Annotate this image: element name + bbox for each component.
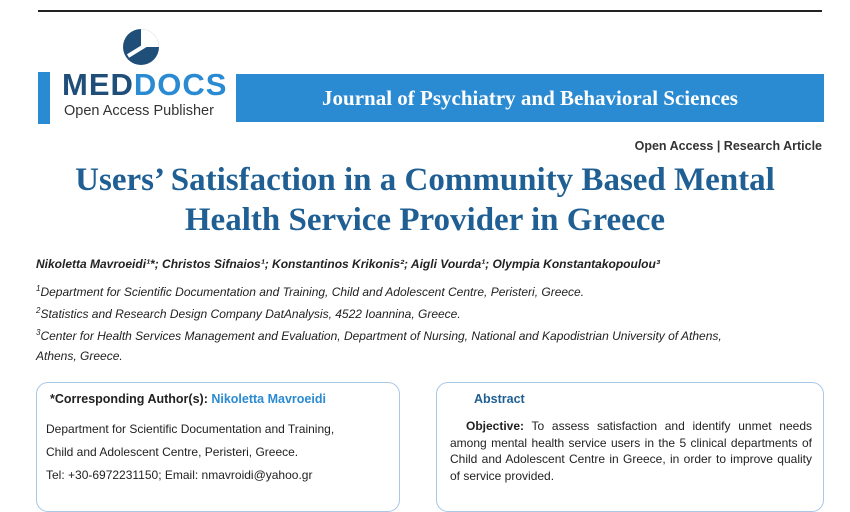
journal-banner [236, 74, 824, 122]
objective-label: Objective: [466, 419, 525, 433]
publisher-tagline: Open Access Publisher [64, 103, 214, 119]
article-title-line2: Health Service Provider in Greece [184, 202, 666, 238]
publisher-logo [62, 68, 227, 120]
logo-accent-bar [38, 72, 50, 124]
affiliation-sup: 2 [36, 306, 41, 315]
top-rule [38, 10, 822, 12]
corresponding-author-details [46, 418, 396, 487]
article-title [20, 160, 830, 240]
article-type-label: Open Access | Research Article [634, 139, 822, 153]
corresponding-address-line2: Child and Adolescent Centre, Peristeri, Greece. [46, 445, 299, 459]
affiliation-sup: 3 [36, 328, 41, 337]
affiliation-sup: 1 [36, 284, 41, 293]
meddocs-logo-icon [120, 26, 162, 68]
corresponding-author-name: Nikoletta Mavroeidi [211, 392, 326, 406]
corresponding-author-heading [50, 392, 326, 406]
abstract-objective [450, 418, 812, 484]
affiliation-text: Department for Scientific Documentation and Training, Child and Adolescent Centre, Peristeri, Greece. [40, 285, 585, 299]
affiliation-text: Athens, Greece. [36, 349, 123, 363]
abstract-heading: Abstract [474, 392, 525, 406]
publisher-name-docs: DOCS [133, 67, 228, 102]
objective-text: To assess satisfaction and identify unmet needs among mental health service users in the 5 clinical departments of Child and Adolescent Centre in Greece, in order to improve quality of service provided. [450, 419, 812, 483]
affiliation-text: Statistics and Research Design Company DatAnalysis, 4522 Ioannina, Greece. [40, 307, 461, 321]
publisher-name [62, 68, 227, 102]
affiliation-3-cont [36, 345, 836, 367]
article-title-line1: Users’ Satisfaction in a Community Based Mental [75, 162, 775, 198]
affiliation-text: Center for Health Services Management and Evaluation, Department of Nursing, National and Kapodistrian University of Athens, [40, 329, 722, 343]
corresponding-contact: Tel: +30-6972231150; Email: nmavroidi@yahoo.gr [46, 468, 313, 482]
corresponding-address-line1: Department for Scientific Documentation and Training, [46, 422, 335, 436]
author-list: Nikoletta Mavroeidi¹*; Christos Sifnaios¹; Konstantinos Krikonis²; Aigli Vourda¹; Olympia Konstantakopoulou³ [36, 257, 660, 271]
journal-title: Journal of Psychiatry and Behavioral Sciences [322, 85, 738, 110]
publisher-name-med: MED [62, 67, 134, 102]
corresponding-label: *Corresponding Author(s): [50, 392, 208, 406]
affiliation-3 [36, 322, 836, 347]
